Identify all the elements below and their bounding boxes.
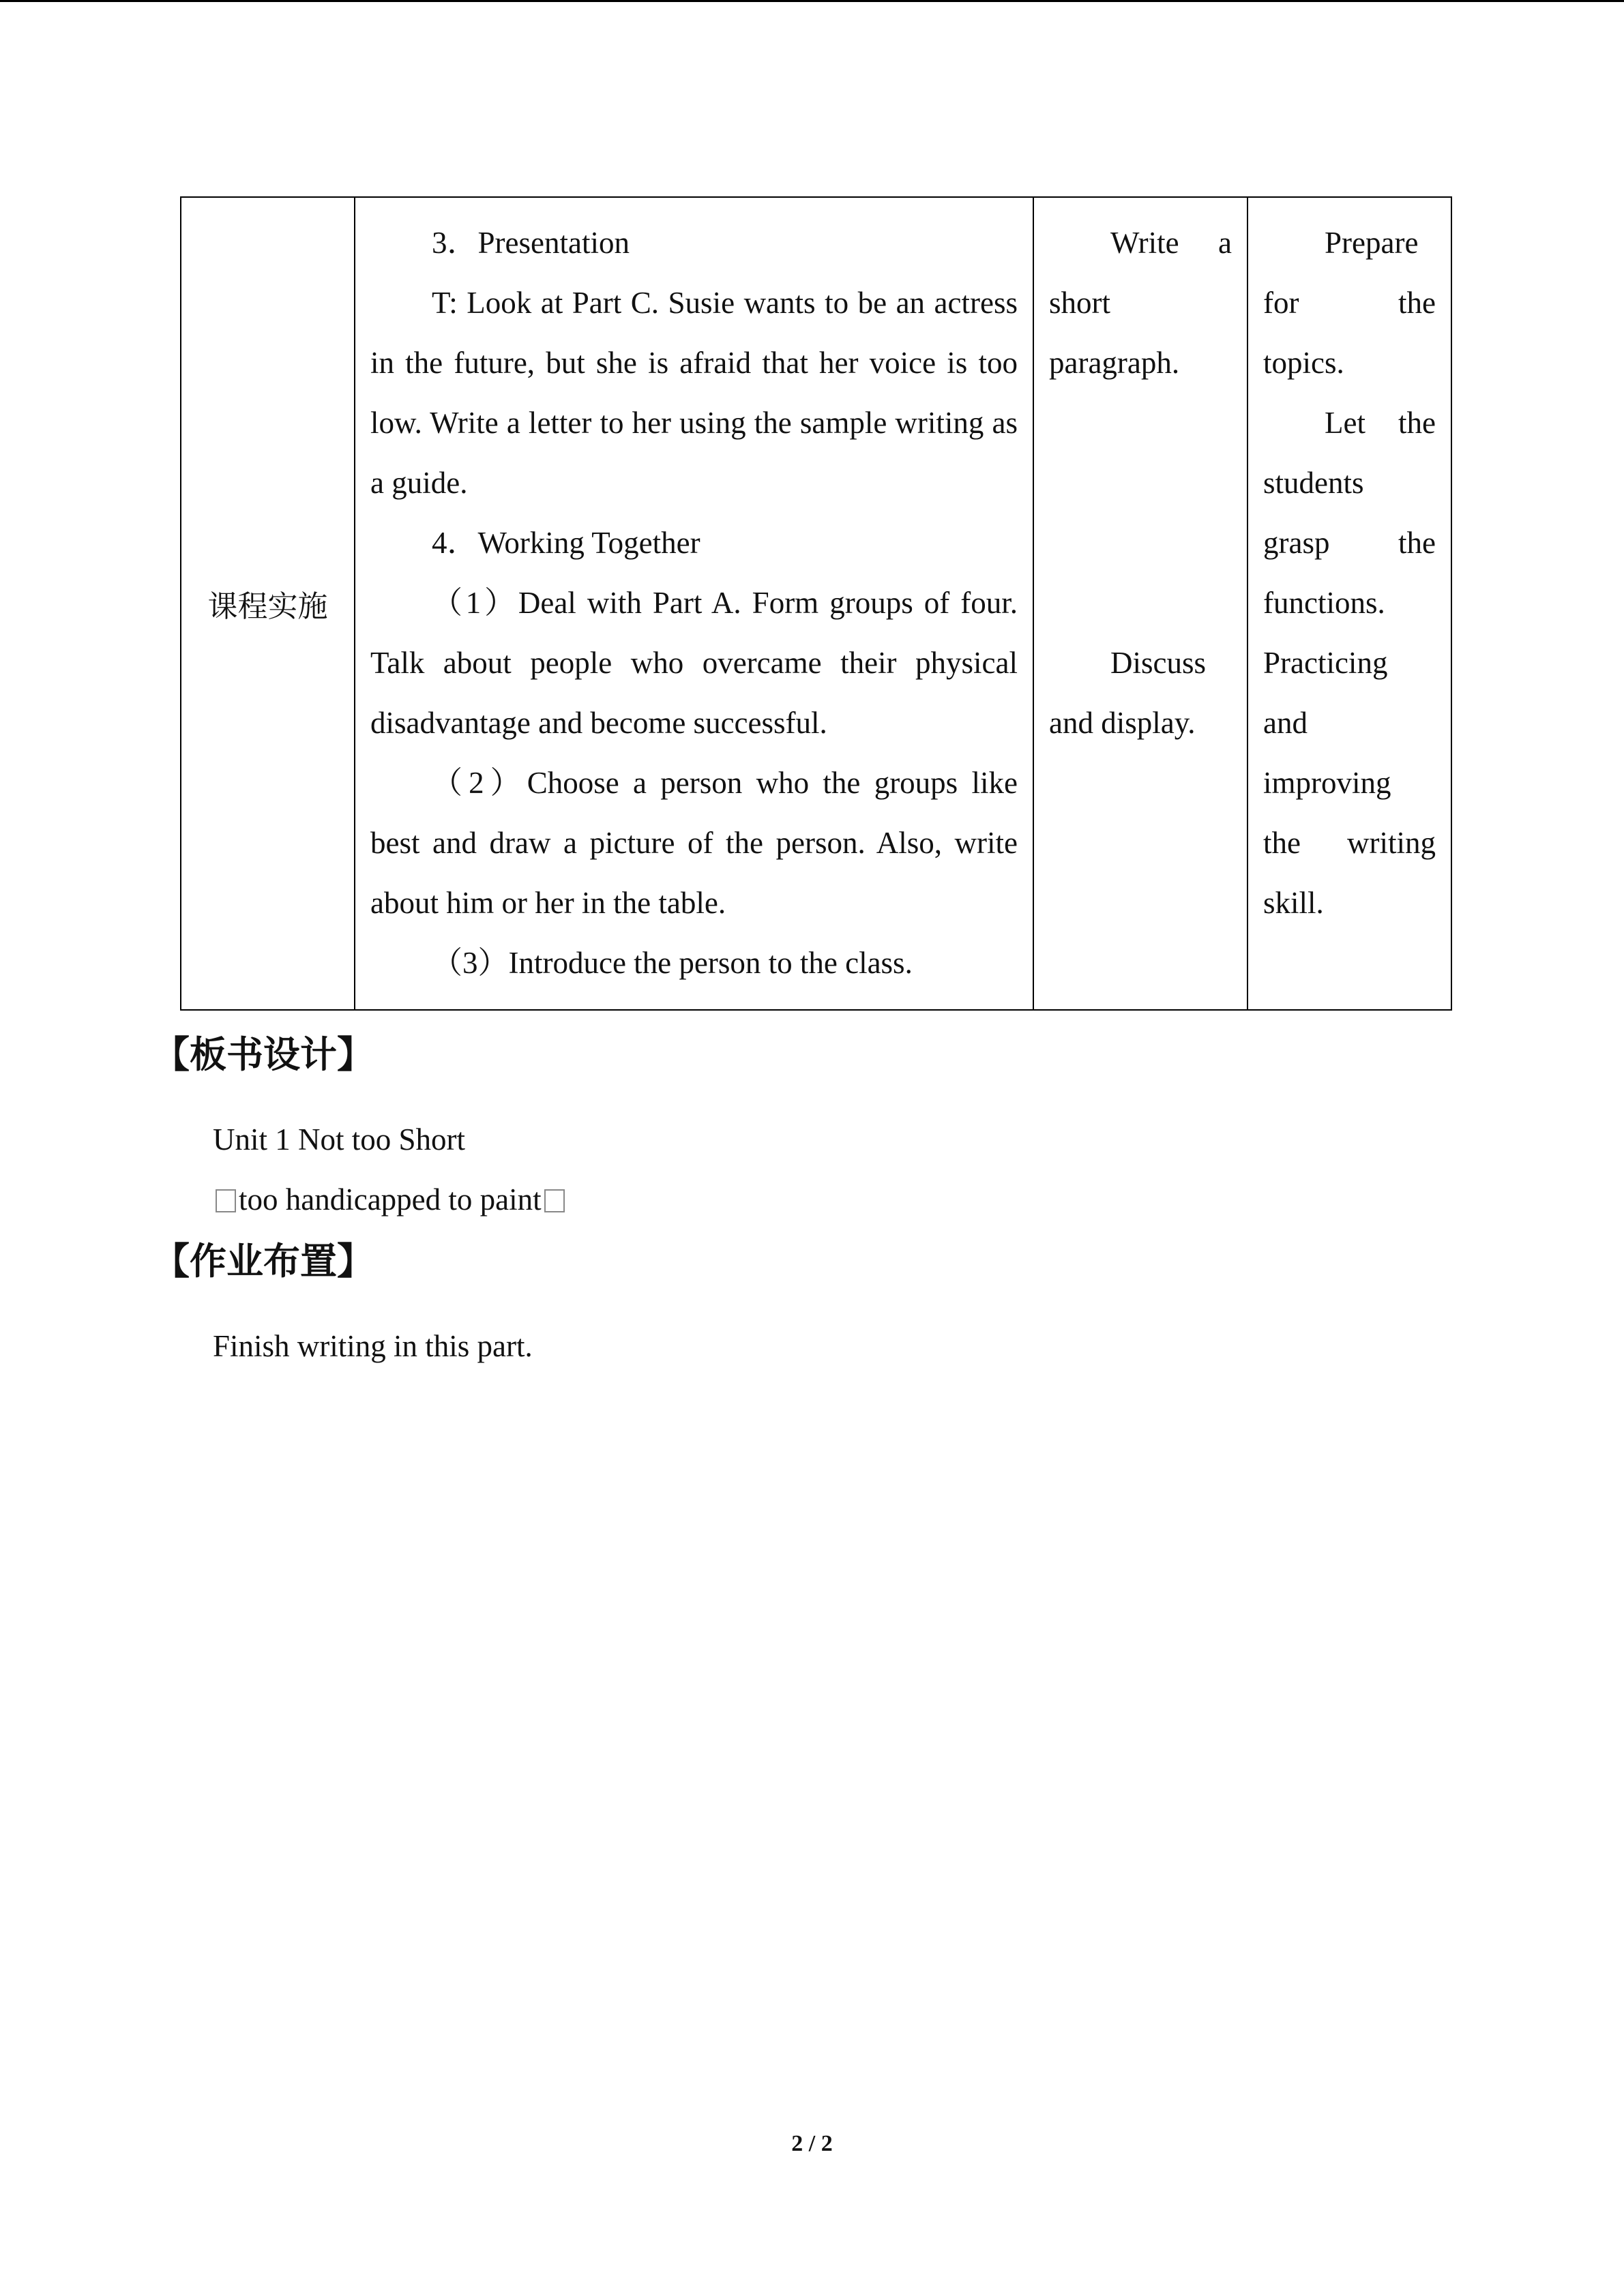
homework-heading: 【作业布置】 [153, 1240, 374, 1283]
purpose-line: for the [1263, 286, 1436, 320]
purpose-line: topics. [1263, 346, 1344, 380]
blackboard-line-1: Unit 1 Not too Short [213, 1122, 466, 1157]
page-top-border [0, 0, 1624, 2]
page-number: 2 / 2 [791, 2131, 833, 2156]
row-label: 课程实施 [181, 197, 355, 1010]
missing-glyph-icon [544, 1189, 565, 1212]
purpose-line: students [1263, 466, 1364, 500]
activity-line: and display. [1049, 706, 1196, 740]
purpose-line: functions. [1263, 586, 1385, 620]
missing-glyph-icon [216, 1189, 236, 1212]
presentation-text: T: Look at Part C. Susie wants to be an actress in the future, but she is afraid that her voice is too low. Write a letter to her using the sample writing as a guide. [370, 286, 1018, 500]
content-cell [355, 197, 1033, 1010]
purpose-line: Prepare [1325, 226, 1419, 260]
purpose-line: skill. [1263, 886, 1324, 920]
purpose-line: Let the [1325, 406, 1436, 440]
activity-line: Discuss [1110, 646, 1207, 680]
purpose-line: and [1263, 706, 1308, 740]
working-together-heading: 4．Working Together [432, 526, 700, 560]
working-step-2: （2）Choose a person who the groups like best and draw a picture of the person. Also, write about him or her in the table. [370, 766, 1018, 920]
activity-line: Write a [1110, 226, 1232, 260]
working-step-3: （3）Introduce the person to the class. [432, 946, 913, 980]
homework-line-1: Finish writing in this part. [213, 1329, 533, 1363]
presentation-heading: 3．Presentation [432, 226, 630, 260]
design-purpose-cell [1247, 197, 1451, 1010]
purpose-line: improving [1263, 766, 1391, 800]
activity-line: paragraph. [1049, 346, 1180, 380]
purpose-line: the writing [1263, 826, 1436, 860]
working-step-1: （1）Deal with Part A. Form groups of four. Talk about people who overcame their physical disadvantage and become successful. [370, 586, 1018, 740]
lesson-plan-table [180, 196, 1452, 1011]
activity-line: short [1049, 286, 1110, 320]
blackboard-line-2: too handicapped to paint [213, 1179, 567, 1220]
blackboard-design-heading: 【板书设计】 [153, 1033, 374, 1076]
table-row [181, 197, 1451, 1010]
purpose-line: Practicing [1263, 646, 1388, 680]
student-activity-cell [1033, 197, 1247, 1010]
purpose-line: grasp the [1263, 526, 1436, 560]
